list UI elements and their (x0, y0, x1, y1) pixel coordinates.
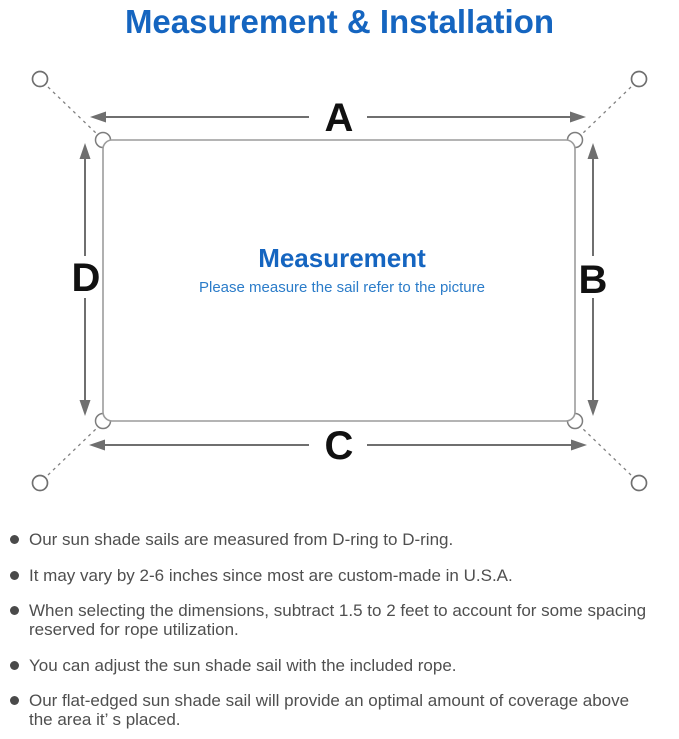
arrowhead-right-icon (571, 440, 587, 451)
note-item (10, 656, 670, 675)
anchor-point-bottom-right-icon (632, 476, 647, 491)
note-item (10, 566, 670, 585)
bullet-icon (10, 571, 19, 580)
dimension-arrow-a (90, 96, 586, 140)
note-text: You can adjust the sun shade sail with the included rope. (29, 655, 457, 675)
label-a: A (324, 96, 354, 140)
anchor-point-bottom-left-icon (33, 476, 48, 491)
rope-dash-top-left (48, 87, 98, 135)
dimension-arrow-c (89, 424, 587, 468)
bullet-icon (10, 606, 19, 615)
bullet-icon (10, 661, 19, 670)
arrowhead-left-icon (89, 440, 105, 451)
label-d: D (71, 256, 101, 300)
note-text: When selecting the dimensions, subtract 1.5 to 2 feet to account for some spacing reserved for rope utilization. (29, 601, 647, 639)
bullet-icon (10, 535, 19, 544)
arrowhead-up-icon (80, 143, 91, 159)
note-item (10, 691, 670, 729)
note-text: Our sun shade sails are measured from D-ring to D-ring. (29, 530, 454, 549)
diagram-center-subtitle: Please measure the sail refer to the picture (199, 279, 485, 296)
rope-dash-top-right (581, 87, 631, 135)
rope-dash-bottom-left (48, 427, 98, 475)
note-item (10, 530, 670, 549)
note-text: Our flat-edged sun shade sail will provide an optimal amount of coverage above the area it’ s placed. (29, 691, 630, 729)
measurement-diagram (0, 55, 679, 495)
arrowhead-right-icon (570, 112, 586, 123)
anchor-point-top-left-icon (33, 72, 48, 87)
label-c: C (324, 424, 354, 468)
arrowhead-up-icon (588, 143, 599, 159)
diagram-center-title: Measurement (258, 243, 426, 273)
notes-list (10, 530, 670, 739)
label-b: B (578, 258, 608, 302)
note-text: It may vary by 2-6 inches since most are custom-made in U.S.A. (29, 565, 513, 585)
dimension-arrow-d (72, 143, 101, 416)
dimension-arrow-b (579, 143, 608, 416)
rope-dash-bottom-right (581, 427, 631, 475)
arrowhead-down-icon (80, 400, 91, 416)
bullet-icon (10, 696, 19, 705)
arrowhead-down-icon (588, 400, 599, 416)
anchor-point-top-right-icon (632, 72, 647, 87)
page-title: Measurement & Installation (124, 3, 555, 40)
note-item (10, 601, 670, 639)
arrowhead-left-icon (90, 112, 106, 123)
